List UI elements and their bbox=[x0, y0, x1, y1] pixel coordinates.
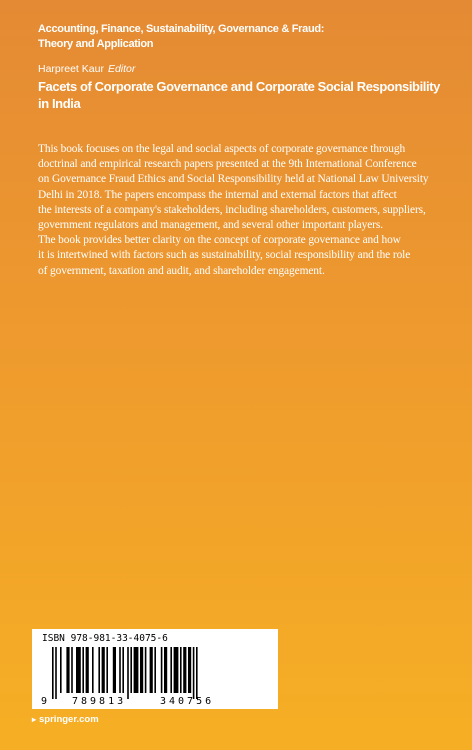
barcode-digits-right: 340756 bbox=[160, 696, 215, 707]
book-title bbox=[38, 78, 448, 112]
description-line: The book provides better clarity on the concept of corporate governance and how bbox=[38, 234, 401, 247]
barcode-bar bbox=[86, 647, 89, 693]
description-line: on Governance Fraud Ethics and Social Responsibility held at National Law University bbox=[38, 173, 429, 186]
barcode-bar bbox=[196, 647, 198, 699]
barcode-digit-lead: 9 bbox=[41, 696, 48, 707]
barcode-bar bbox=[122, 647, 124, 693]
isbn-label: ISBN 978-981-33-4075-6 bbox=[42, 633, 168, 644]
barcode-bar bbox=[164, 647, 167, 693]
barcode-bar bbox=[98, 647, 100, 693]
barcode-bar bbox=[82, 647, 84, 693]
barcode-bar bbox=[174, 647, 179, 693]
barcode-bar bbox=[140, 647, 143, 693]
barcode-bar bbox=[106, 647, 108, 693]
series-title-line-1: Accounting, Finance, Sustainability, Governance & Fraud: bbox=[38, 23, 325, 35]
editor-role: Editor bbox=[107, 63, 136, 75]
publisher-link[interactable] bbox=[32, 714, 99, 726]
barcode-bar bbox=[52, 647, 54, 699]
barcode-bar bbox=[119, 647, 121, 693]
series-title-line-2: Theory and Application bbox=[38, 38, 154, 50]
barcode-bar bbox=[183, 647, 186, 693]
barcode-bar bbox=[170, 647, 172, 693]
barcode-bar bbox=[76, 647, 81, 693]
barcode-bar bbox=[113, 647, 116, 693]
barcode-bar bbox=[134, 647, 139, 693]
barcode-bar bbox=[193, 647, 195, 699]
barcode-bar bbox=[92, 647, 94, 693]
series-title bbox=[38, 22, 438, 52]
book-title-line-1: Facets of Corporate Governance and Corporate Social Responsibility bbox=[38, 79, 440, 94]
arrow-right-icon: ▸ bbox=[32, 715, 37, 724]
barcode-bar bbox=[66, 647, 69, 693]
barcode-bar bbox=[188, 647, 191, 693]
book-title-line-2: in India bbox=[38, 96, 81, 111]
editor-credit bbox=[38, 63, 135, 76]
description-line: government regulators and management, and several other important players. bbox=[38, 219, 383, 232]
description-line: This book focuses on the legal and social aspects of corporate governance through bbox=[38, 143, 406, 155]
description-line: of government, taxation and audit, and shareholder engagement. bbox=[38, 264, 325, 277]
barcode-bar bbox=[127, 647, 129, 699]
barcode-bar bbox=[55, 647, 57, 699]
book-description bbox=[38, 142, 446, 279]
description-line: doctrinal and empirical research papers presented at the 9th International Conference bbox=[38, 158, 417, 171]
editor-name: Harpreet Kaur bbox=[38, 63, 104, 75]
barcode-bar bbox=[102, 647, 105, 693]
barcode-bar bbox=[71, 647, 73, 693]
description-line: the interests of a company's stakeholders, including shareholders, customers, suppliers, bbox=[38, 203, 426, 216]
barcode-bar bbox=[161, 647, 163, 693]
description-line: it is intertwined with factors such as sustainability, social responsibility and the role bbox=[38, 249, 411, 262]
barcode-bar bbox=[145, 647, 147, 693]
description-line: Delhi in 2018. The papers encompass the internal and external factors that affect bbox=[38, 188, 397, 201]
barcode-bar bbox=[154, 647, 156, 693]
barcode-bar bbox=[130, 647, 132, 693]
barcode-graphic bbox=[38, 647, 272, 707]
isbn-barcode bbox=[32, 629, 278, 709]
barcode-bar bbox=[150, 647, 153, 693]
barcode-bar bbox=[60, 647, 62, 693]
barcode-digits-left: 789813 bbox=[72, 696, 127, 707]
publisher-url: springer.com bbox=[39, 714, 99, 725]
barcode-bar bbox=[180, 647, 182, 693]
